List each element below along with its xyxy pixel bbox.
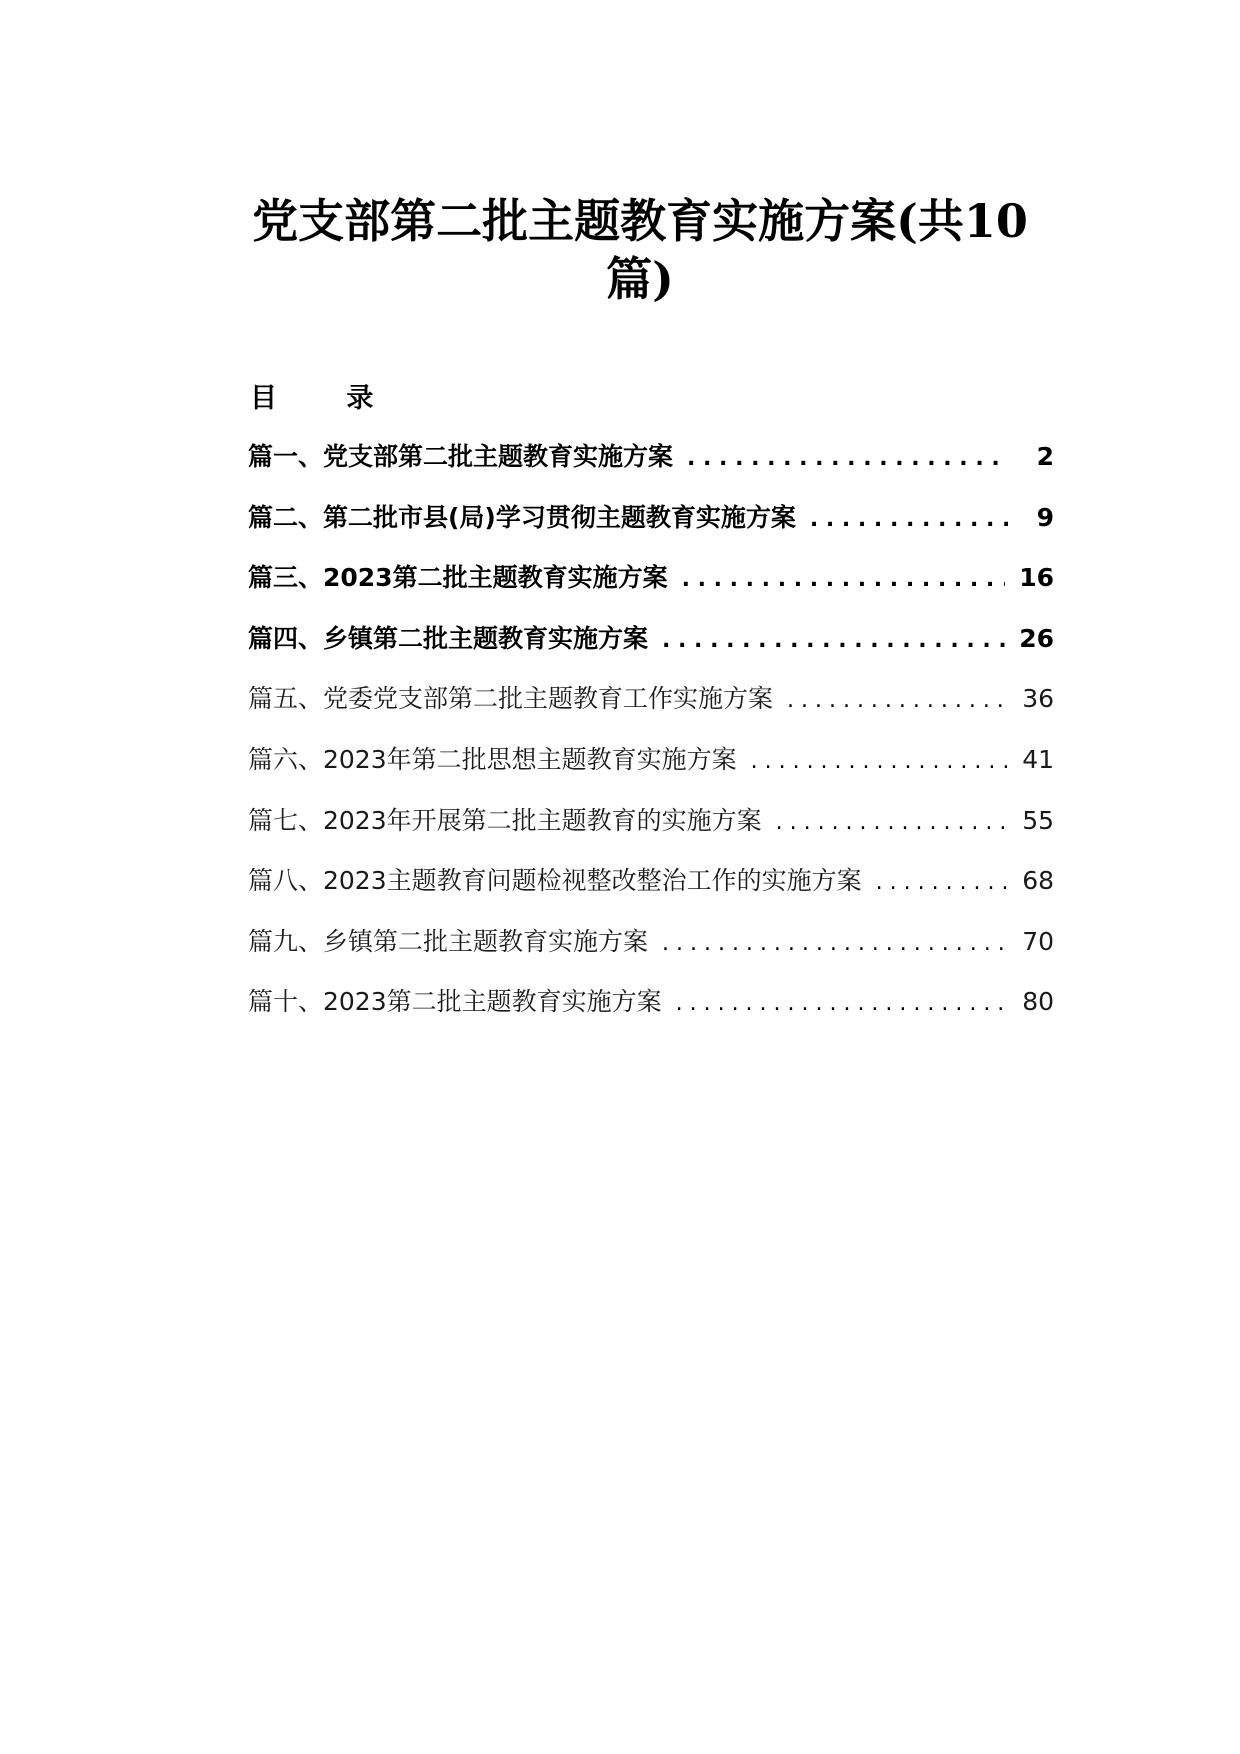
toc-entry-4[interactable] bbox=[248, 619, 1054, 680]
toc-entry-title: 篇九、乡镇第二批主题教育实施方案 bbox=[248, 926, 649, 956]
toc-entry-title: 篇十、2023第二批主题教育实施方案 bbox=[248, 987, 662, 1017]
toc-entry-title: 篇六、2023年第二批思想主题教育实施方案 bbox=[248, 744, 737, 774]
toc-dot-leader bbox=[876, 870, 1008, 895]
toc-page-number: 70 bbox=[1022, 926, 1054, 956]
toc-entry-9[interactable] bbox=[248, 922, 1054, 983]
toc-entry-3[interactable] bbox=[248, 558, 1054, 619]
toc-entry-8[interactable] bbox=[248, 861, 1054, 922]
toc-dot-leader bbox=[787, 688, 1008, 713]
toc-entry-1[interactable] bbox=[248, 437, 1054, 498]
toc-dot-leader bbox=[810, 507, 1008, 532]
toc-entry-2[interactable] bbox=[248, 498, 1054, 559]
toc-page-number: 9 bbox=[1036, 502, 1054, 532]
toc-dot-leader bbox=[662, 931, 1008, 956]
toc-dot-leader bbox=[751, 749, 1008, 774]
toc-dot-leader bbox=[676, 991, 1008, 1016]
toc-entry-title: 篇二、第二批市县(局)学习贯彻主题教育实施方案 bbox=[248, 502, 796, 532]
toc-entry-title: 篇四、乡镇第二批主题教育实施方案 bbox=[248, 623, 649, 653]
toc-page-number: 36 bbox=[1022, 684, 1054, 714]
toc-entry-title: 篇八、2023主题教育问题检视整改整治工作的实施方案 bbox=[248, 866, 862, 896]
toc-dot-leader bbox=[662, 628, 1005, 653]
toc-dot-leader bbox=[687, 446, 1008, 471]
toc-entry-6[interactable] bbox=[248, 740, 1054, 801]
toc-page-number: 26 bbox=[1019, 623, 1054, 653]
toc-entry-title: 篇七、2023年开展第二批主题教育的实施方案 bbox=[248, 805, 762, 835]
toc-page-number: 41 bbox=[1022, 744, 1054, 774]
document-title: 党支部第二批主题教育实施方案(共10篇) bbox=[252, 194, 1028, 306]
toc-entry-title: 篇一、党支部第二批主题教育实施方案 bbox=[248, 442, 674, 471]
toc-page-number: 68 bbox=[1022, 866, 1054, 896]
toc-dot-leader bbox=[776, 810, 1008, 835]
toc-entry-title: 篇五、党委党支部第二批主题教育工作实施方案 bbox=[248, 684, 774, 714]
table-of-contents bbox=[248, 437, 1054, 1043]
toc-page-number: 16 bbox=[1019, 563, 1054, 593]
toc-page-number: 80 bbox=[1022, 987, 1054, 1017]
toc-entry-5[interactable] bbox=[248, 679, 1054, 740]
toc-heading: 目 录 bbox=[250, 383, 404, 414]
toc-page-number: 55 bbox=[1022, 805, 1054, 835]
toc-entry-10[interactable] bbox=[248, 982, 1054, 1043]
toc-entry-title: 篇三、2023第二批主题教育实施方案 bbox=[248, 563, 668, 593]
toc-dot-leader bbox=[682, 567, 1006, 592]
toc-page-number: 2 bbox=[1036, 442, 1054, 471]
toc-entry-7[interactable] bbox=[248, 801, 1054, 862]
